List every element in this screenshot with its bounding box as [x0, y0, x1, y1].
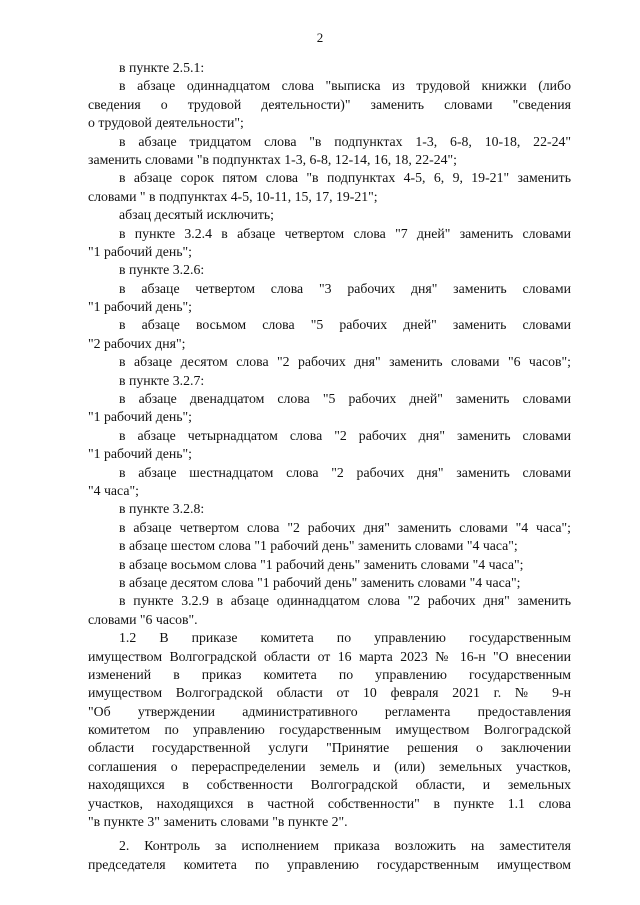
text-line: находящихся в собственности Волгоградской области, и земельных	[88, 777, 571, 793]
document-body	[88, 59, 571, 874]
text-line: изменений в приказ комитета по управлению государственным	[88, 666, 571, 682]
page-number: 2	[316, 30, 324, 45]
text-line: словами " в подпунктах 4-5, 10-11, 15, 17, 19-21";	[88, 188, 378, 204]
text-line: "1 рабочий день";	[88, 409, 193, 425]
text-line: "1 рабочий день";	[88, 446, 193, 462]
text-line: в абзаце четвертом слова "2 рабочих дня" заменить словами "4 часа";	[119, 519, 571, 535]
text-line: "2 рабочих дня";	[88, 335, 186, 351]
text-line: о трудовой деятельности";	[88, 115, 244, 131]
text-line: в абзаце десятом слова "2 рабочих дня" заменить словами "6 часов";	[119, 354, 571, 370]
text-line: "4 часа";	[88, 482, 139, 498]
text-line: участков, находящихся в частной собственности" в пункте 1.1 слова	[88, 795, 571, 811]
text-line: в абзаце восьмом слова "1 рабочий день" заменить словами "4 часа";	[119, 556, 524, 572]
text-line: соглашения о перераспределении земель и (или) земельных участков,	[88, 758, 571, 774]
text-line: в пункте 3.2.8:	[119, 501, 205, 517]
text-line: в абзаце двенадцатом слова "5 рабочих дней" заменить словами	[119, 391, 571, 407]
text-line: "1 рабочий день";	[88, 299, 193, 315]
text-line: имуществом Волгоградской области от 16 марта 2023 № 16-н "О внесении	[88, 648, 571, 664]
text-line: "в пункте 3" заменить словами "в пункте 2".	[88, 814, 348, 830]
text-line: "Об утверждении административного регламента предоставления	[88, 703, 571, 719]
text-line: в абзаце сорок пятом слова "в подпунктах 4-5, 6, 9, 19-21" заменить	[119, 170, 571, 186]
text-line: председателя комитета по управлению государственным имуществом	[88, 856, 571, 872]
text-line: в абзаце шестом слова "1 рабочий день" заменить словами "4 часа";	[119, 538, 518, 554]
text-line: комитетом по управлению государственным имуществом Волгоградской	[88, 722, 571, 738]
text-line: в абзаце восьмом слова "5 рабочих дней" заменить словами	[119, 317, 571, 333]
text-line: в пункте 3.2.4 в абзаце четвертом слова "7 дней" заменить словами	[119, 225, 571, 241]
text-line: в абзаце тридцатом слова "в подпунктах 1-3, 6-8, 10-18, 22-24"	[119, 133, 571, 149]
text-line: в пункте 3.2.9 в абзаце одиннадцатом слова "2 рабочих дня" заменить	[119, 593, 571, 609]
text-line: в абзаце четырнадцатом слова "2 рабочих дня" заменить словами	[119, 427, 571, 443]
text-line: в пункте 3.2.6:	[119, 262, 205, 278]
text-line: в абзаце одиннадцатом слова "выписка из трудовой книжки (либо	[119, 78, 571, 94]
text-line: словами "6 часов".	[88, 611, 198, 627]
text-line: "1 рабочий день";	[88, 243, 193, 259]
text-line: 2. Контроль за исполнением приказа возложить на заместителя	[119, 838, 571, 854]
text-line: абзац десятый исключить;	[119, 207, 274, 223]
text-line: в пункте 2.5.1:	[119, 60, 205, 75]
text-line: имуществом Волгоградской области от 10 февраля 2021 г. № 9-н	[88, 685, 571, 701]
text-line: в абзаце четвертом слова "3 рабочих дня" заменить словами	[119, 280, 571, 296]
text-line: 1.2 В приказе комитета по управлению государственным	[119, 630, 571, 646]
text-line: сведения о трудовой деятельности)" заменить словами "сведения	[88, 96, 571, 112]
text-line: в пункте 3.2.7:	[119, 372, 205, 388]
text-line: в абзаце десятом слова "1 рабочий день" заменить словами "4 часа";	[119, 574, 521, 590]
text-line: области государственной услуги "Принятие решения о заключении	[88, 740, 571, 756]
text-line: в абзаце шестнадцатом слова "2 рабочих дня" заменить словами	[119, 464, 571, 480]
text-line: заменить словами "в подпунктах 1-3, 6-8, 12-14, 16, 18, 22-24";	[88, 151, 457, 167]
